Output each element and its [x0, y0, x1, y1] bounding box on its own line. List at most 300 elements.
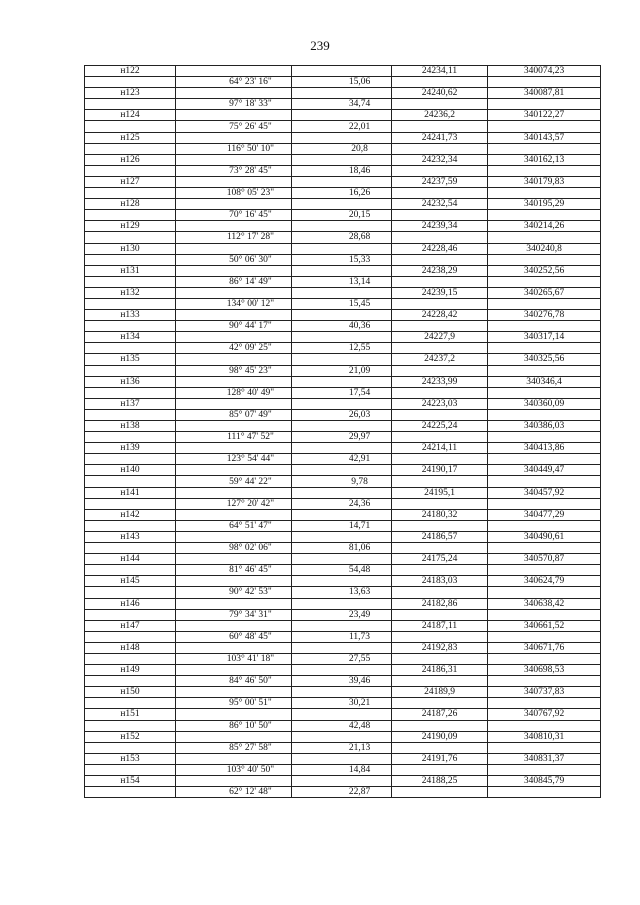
- empty-distance-cell: [292, 576, 392, 587]
- point-name: н146: [85, 598, 176, 609]
- point-name: н144: [85, 554, 176, 565]
- empty-point-cell: [85, 543, 176, 554]
- empty-y-cell: [488, 454, 601, 465]
- segment-distance: 15,06: [292, 77, 392, 88]
- direction-angle: 75° 26' 45": [176, 121, 292, 132]
- point-name: н143: [85, 531, 176, 542]
- empty-y-cell: [488, 676, 601, 687]
- empty-point-cell: [85, 609, 176, 620]
- segment-distance: 39,46: [292, 676, 392, 687]
- empty-x-cell: [392, 476, 488, 487]
- segment-distance: 21,13: [292, 742, 392, 753]
- y-coordinate: 340661,52: [488, 620, 601, 631]
- point-name: н141: [85, 487, 176, 498]
- y-coordinate: 340360,09: [488, 398, 601, 409]
- empty-point-cell: [85, 343, 176, 354]
- y-coordinate: 340624,79: [488, 576, 601, 587]
- direction-angle: 108° 05' 23": [176, 188, 292, 199]
- empty-point-cell: [85, 298, 176, 309]
- empty-x-cell: [392, 210, 488, 221]
- y-coordinate: 340737,83: [488, 687, 601, 698]
- empty-y-cell: [488, 321, 601, 332]
- empty-angle-cell: [176, 132, 292, 143]
- y-coordinate: 340240,8: [488, 243, 601, 254]
- point-row: [85, 709, 601, 720]
- empty-point-cell: [85, 454, 176, 465]
- segment-row: [85, 543, 601, 554]
- x-coordinate: 24228,42: [392, 310, 488, 321]
- empty-point-cell: [85, 698, 176, 709]
- empty-distance-cell: [292, 709, 392, 720]
- empty-y-cell: [488, 742, 601, 753]
- empty-distance-cell: [292, 199, 392, 210]
- direction-angle: 85° 27' 58": [176, 742, 292, 753]
- segment-row: [85, 276, 601, 287]
- y-coordinate: 340074,23: [488, 66, 601, 77]
- segment-distance: 16,26: [292, 188, 392, 199]
- empty-distance-cell: [292, 642, 392, 653]
- x-coordinate: 24180,32: [392, 509, 488, 520]
- empty-distance-cell: [292, 110, 392, 121]
- empty-y-cell: [488, 432, 601, 443]
- empty-angle-cell: [176, 287, 292, 298]
- empty-x-cell: [392, 609, 488, 620]
- point-row: [85, 554, 601, 565]
- point-row: [85, 731, 601, 742]
- segment-distance: 12,55: [292, 343, 392, 354]
- y-coordinate: 340195,29: [488, 199, 601, 210]
- empty-point-cell: [85, 476, 176, 487]
- point-row: [85, 287, 601, 298]
- y-coordinate: 340179,83: [488, 176, 601, 187]
- x-coordinate: 24189,9: [392, 687, 488, 698]
- segment-distance: 81,06: [292, 543, 392, 554]
- direction-angle: 111° 47' 52": [176, 432, 292, 443]
- direction-angle: 86° 10' 50": [176, 720, 292, 731]
- empty-distance-cell: [292, 265, 392, 276]
- empty-angle-cell: [176, 509, 292, 520]
- segment-distance: 24,36: [292, 498, 392, 509]
- point-row: [85, 465, 601, 476]
- empty-x-cell: [392, 653, 488, 664]
- point-row: [85, 531, 601, 542]
- segment-distance: 14,84: [292, 764, 392, 775]
- x-coordinate: 24228,46: [392, 243, 488, 254]
- point-row: [85, 598, 601, 609]
- empty-y-cell: [488, 565, 601, 576]
- segment-row: [85, 121, 601, 132]
- point-row: [85, 776, 601, 787]
- segment-row: [85, 609, 601, 620]
- empty-angle-cell: [176, 332, 292, 343]
- y-coordinate: 340265,67: [488, 287, 601, 298]
- empty-angle-cell: [176, 243, 292, 254]
- point-name: н126: [85, 154, 176, 165]
- empty-x-cell: [392, 764, 488, 775]
- y-coordinate: 340087,81: [488, 88, 601, 99]
- segment-distance: 13,14: [292, 276, 392, 287]
- empty-point-cell: [85, 432, 176, 443]
- y-coordinate: 340638,42: [488, 598, 601, 609]
- direction-angle: 98° 02' 06": [176, 543, 292, 554]
- point-row: [85, 665, 601, 676]
- point-name: н135: [85, 354, 176, 365]
- x-coordinate: 24183,03: [392, 576, 488, 587]
- segment-row: [85, 387, 601, 398]
- empty-point-cell: [85, 210, 176, 221]
- segment-row: [85, 321, 601, 332]
- point-row: [85, 110, 601, 121]
- empty-y-cell: [488, 232, 601, 243]
- empty-point-cell: [85, 787, 176, 798]
- empty-point-cell: [85, 409, 176, 420]
- empty-y-cell: [488, 409, 601, 420]
- empty-x-cell: [392, 188, 488, 199]
- empty-distance-cell: [292, 354, 392, 365]
- empty-y-cell: [488, 165, 601, 176]
- empty-x-cell: [392, 454, 488, 465]
- empty-distance-cell: [292, 154, 392, 165]
- empty-y-cell: [488, 343, 601, 354]
- segment-row: [85, 188, 601, 199]
- empty-x-cell: [392, 321, 488, 332]
- direction-angle: 103° 41' 18": [176, 653, 292, 664]
- direction-angle: 127° 20' 42": [176, 498, 292, 509]
- empty-angle-cell: [176, 620, 292, 631]
- empty-distance-cell: [292, 66, 392, 77]
- direction-angle: 42° 09' 25": [176, 343, 292, 354]
- direction-angle: 128° 40' 49": [176, 387, 292, 398]
- segment-row: [85, 742, 601, 753]
- direction-angle: 90° 42' 53": [176, 587, 292, 598]
- point-name: н139: [85, 443, 176, 454]
- empty-y-cell: [488, 609, 601, 620]
- x-coordinate: 24186,31: [392, 665, 488, 676]
- x-coordinate: 24233,99: [392, 376, 488, 387]
- y-coordinate: 340413,86: [488, 443, 601, 454]
- empty-x-cell: [392, 254, 488, 265]
- empty-distance-cell: [292, 443, 392, 454]
- x-coordinate: 24237,2: [392, 354, 488, 365]
- empty-distance-cell: [292, 310, 392, 321]
- empty-angle-cell: [176, 66, 292, 77]
- segment-distance: 22,01: [292, 121, 392, 132]
- empty-angle-cell: [176, 176, 292, 187]
- empty-angle-cell: [176, 776, 292, 787]
- empty-x-cell: [392, 587, 488, 598]
- empty-y-cell: [488, 387, 601, 398]
- point-row: [85, 176, 601, 187]
- y-coordinate: 340570,87: [488, 554, 601, 565]
- x-coordinate: 24187,26: [392, 709, 488, 720]
- empty-x-cell: [392, 742, 488, 753]
- empty-distance-cell: [292, 753, 392, 764]
- point-name: н145: [85, 576, 176, 587]
- empty-y-cell: [488, 365, 601, 376]
- point-name: н134: [85, 332, 176, 343]
- point-row: [85, 354, 601, 365]
- empty-y-cell: [488, 787, 601, 798]
- segment-row: [85, 165, 601, 176]
- y-coordinate: 340831,37: [488, 753, 601, 764]
- empty-angle-cell: [176, 265, 292, 276]
- segment-row: [85, 787, 601, 798]
- direction-angle: 50° 06' 30": [176, 254, 292, 265]
- point-row: [85, 576, 601, 587]
- empty-angle-cell: [176, 421, 292, 432]
- direction-angle: 134° 00' 12": [176, 298, 292, 309]
- direction-angle: 98° 45' 23": [176, 365, 292, 376]
- segment-row: [85, 409, 601, 420]
- segment-row: [85, 298, 601, 309]
- empty-distance-cell: [292, 376, 392, 387]
- point-name: н123: [85, 88, 176, 99]
- direction-angle: 103° 40' 50": [176, 764, 292, 775]
- x-coordinate: 24225,24: [392, 421, 488, 432]
- empty-y-cell: [488, 720, 601, 731]
- segment-distance: 15,33: [292, 254, 392, 265]
- empty-distance-cell: [292, 776, 392, 787]
- empty-angle-cell: [176, 443, 292, 454]
- empty-angle-cell: [176, 398, 292, 409]
- empty-distance-cell: [292, 132, 392, 143]
- segment-distance: 20,15: [292, 210, 392, 221]
- empty-angle-cell: [176, 687, 292, 698]
- empty-distance-cell: [292, 465, 392, 476]
- empty-x-cell: [392, 631, 488, 642]
- x-coordinate: 24232,54: [392, 199, 488, 210]
- x-coordinate: 24240,62: [392, 88, 488, 99]
- empty-angle-cell: [176, 709, 292, 720]
- empty-distance-cell: [292, 509, 392, 520]
- empty-y-cell: [488, 476, 601, 487]
- point-name: н125: [85, 132, 176, 143]
- empty-angle-cell: [176, 221, 292, 232]
- point-name: н130: [85, 243, 176, 254]
- empty-point-cell: [85, 232, 176, 243]
- direction-angle: 64° 51' 47": [176, 520, 292, 531]
- empty-point-cell: [85, 565, 176, 576]
- point-name: н136: [85, 376, 176, 387]
- point-name: н152: [85, 731, 176, 742]
- empty-angle-cell: [176, 310, 292, 321]
- point-name: н131: [85, 265, 176, 276]
- empty-point-cell: [85, 764, 176, 775]
- empty-point-cell: [85, 77, 176, 88]
- empty-distance-cell: [292, 88, 392, 99]
- point-name: н150: [85, 687, 176, 698]
- segment-row: [85, 432, 601, 443]
- point-name: н133: [85, 310, 176, 321]
- empty-angle-cell: [176, 354, 292, 365]
- empty-point-cell: [85, 143, 176, 154]
- empty-point-cell: [85, 99, 176, 110]
- point-row: [85, 687, 601, 698]
- empty-angle-cell: [176, 598, 292, 609]
- segment-distance: 18,46: [292, 165, 392, 176]
- x-coordinate: 24238,29: [392, 265, 488, 276]
- segment-distance: 30,21: [292, 698, 392, 709]
- x-coordinate: 24227,9: [392, 332, 488, 343]
- point-row: [85, 421, 601, 432]
- empty-y-cell: [488, 543, 601, 554]
- point-row: [85, 620, 601, 631]
- empty-point-cell: [85, 742, 176, 753]
- empty-x-cell: [392, 787, 488, 798]
- empty-x-cell: [392, 432, 488, 443]
- point-name: н149: [85, 665, 176, 676]
- empty-angle-cell: [176, 199, 292, 210]
- point-row: [85, 154, 601, 165]
- segment-row: [85, 343, 601, 354]
- empty-x-cell: [392, 232, 488, 243]
- direction-angle: 73° 28' 45": [176, 165, 292, 176]
- empty-distance-cell: [292, 243, 392, 254]
- point-name: н151: [85, 709, 176, 720]
- point-row: [85, 88, 601, 99]
- segment-distance: 23,49: [292, 609, 392, 620]
- empty-distance-cell: [292, 598, 392, 609]
- direction-angle: 86° 14' 49": [176, 276, 292, 287]
- direction-angle: 62° 12' 48": [176, 787, 292, 798]
- direction-angle: 59° 44' 22": [176, 476, 292, 487]
- empty-x-cell: [392, 409, 488, 420]
- empty-point-cell: [85, 387, 176, 398]
- segment-distance: 17,54: [292, 387, 392, 398]
- empty-angle-cell: [176, 665, 292, 676]
- segment-distance: 11,73: [292, 631, 392, 642]
- empty-y-cell: [488, 520, 601, 531]
- x-coordinate: 24192,83: [392, 642, 488, 653]
- direction-angle: 116° 50' 10": [176, 143, 292, 154]
- segment-row: [85, 676, 601, 687]
- point-row: [85, 376, 601, 387]
- empty-y-cell: [488, 99, 601, 110]
- empty-x-cell: [392, 365, 488, 376]
- page-number: 239: [310, 38, 330, 53]
- x-coordinate: 24182,86: [392, 598, 488, 609]
- point-row: [85, 332, 601, 343]
- segment-distance: 42,48: [292, 720, 392, 731]
- empty-point-cell: [85, 631, 176, 642]
- segment-distance: 29,97: [292, 432, 392, 443]
- empty-point-cell: [85, 254, 176, 265]
- x-coordinate: 24188,25: [392, 776, 488, 787]
- point-name: н153: [85, 753, 176, 764]
- point-name: н127: [85, 176, 176, 187]
- empty-point-cell: [85, 520, 176, 531]
- segment-distance: 28,68: [292, 232, 392, 243]
- segment-row: [85, 520, 601, 531]
- point-row: [85, 243, 601, 254]
- y-coordinate: 340122,27: [488, 110, 601, 121]
- x-coordinate: 24214,11: [392, 443, 488, 454]
- empty-y-cell: [488, 498, 601, 509]
- segment-distance: 9,78: [292, 476, 392, 487]
- point-name: н122: [85, 66, 176, 77]
- segment-row: [85, 77, 601, 88]
- y-coordinate: 340490,61: [488, 531, 601, 542]
- x-coordinate: 24187,11: [392, 620, 488, 631]
- empty-point-cell: [85, 188, 176, 199]
- y-coordinate: 340767,92: [488, 709, 601, 720]
- direction-angle: 97° 18' 33": [176, 99, 292, 110]
- point-row: [85, 642, 601, 653]
- empty-x-cell: [392, 276, 488, 287]
- direction-angle: 64° 23' 16": [176, 77, 292, 88]
- empty-x-cell: [392, 298, 488, 309]
- empty-point-cell: [85, 498, 176, 509]
- x-coordinate: 24186,57: [392, 531, 488, 542]
- empty-angle-cell: [176, 576, 292, 587]
- x-coordinate: 24237,59: [392, 176, 488, 187]
- empty-distance-cell: [292, 731, 392, 742]
- empty-x-cell: [392, 676, 488, 687]
- empty-distance-cell: [292, 221, 392, 232]
- direction-angle: 123° 54' 44": [176, 454, 292, 465]
- empty-angle-cell: [176, 753, 292, 764]
- segment-row: [85, 143, 601, 154]
- point-row: [85, 199, 601, 210]
- segment-distance: 21,09: [292, 365, 392, 376]
- segment-row: [85, 698, 601, 709]
- y-coordinate: 340671,76: [488, 642, 601, 653]
- y-coordinate: 340252,56: [488, 265, 601, 276]
- empty-y-cell: [488, 188, 601, 199]
- empty-angle-cell: [176, 88, 292, 99]
- direction-angle: 95° 00' 51": [176, 698, 292, 709]
- empty-x-cell: [392, 543, 488, 554]
- segment-row: [85, 454, 601, 465]
- empty-angle-cell: [176, 376, 292, 387]
- segment-row: [85, 631, 601, 642]
- point-name: н147: [85, 620, 176, 631]
- y-coordinate: 340214,26: [488, 221, 601, 232]
- y-coordinate: 340162,13: [488, 154, 601, 165]
- segment-distance: 42,91: [292, 454, 392, 465]
- empty-point-cell: [85, 121, 176, 132]
- empty-x-cell: [392, 77, 488, 88]
- x-coordinate: 24239,34: [392, 221, 488, 232]
- empty-y-cell: [488, 276, 601, 287]
- x-coordinate: 24234,11: [392, 66, 488, 77]
- segment-distance: 14,71: [292, 520, 392, 531]
- empty-angle-cell: [176, 531, 292, 542]
- empty-y-cell: [488, 653, 601, 664]
- x-coordinate: 24191,76: [392, 753, 488, 764]
- direction-angle: 112° 17' 28": [176, 232, 292, 243]
- segment-row: [85, 764, 601, 775]
- segment-distance: 22,87: [292, 787, 392, 798]
- point-name: н129: [85, 221, 176, 232]
- empty-y-cell: [488, 298, 601, 309]
- empty-distance-cell: [292, 531, 392, 542]
- point-row: [85, 66, 601, 77]
- empty-distance-cell: [292, 487, 392, 498]
- empty-angle-cell: [176, 465, 292, 476]
- empty-distance-cell: [292, 665, 392, 676]
- x-coordinate: 24195,1: [392, 487, 488, 498]
- segment-distance: 34,74: [292, 99, 392, 110]
- segment-row: [85, 210, 601, 221]
- direction-angle: 90° 44' 17": [176, 321, 292, 332]
- empty-y-cell: [488, 764, 601, 775]
- direction-angle: 79° 34' 31": [176, 609, 292, 620]
- point-row: [85, 265, 601, 276]
- point-name: н132: [85, 287, 176, 298]
- segment-distance: 20,8: [292, 143, 392, 154]
- x-coordinate: 24190,09: [392, 731, 488, 742]
